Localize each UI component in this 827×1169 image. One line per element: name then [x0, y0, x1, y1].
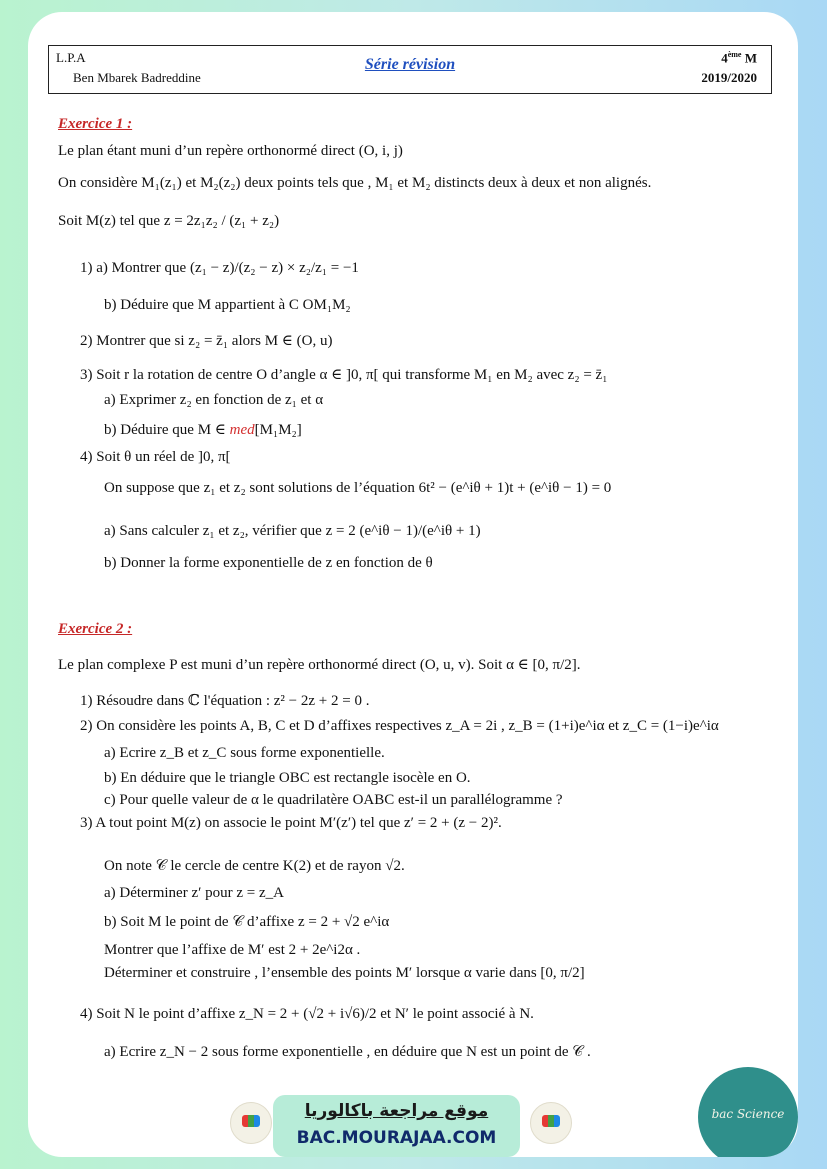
ex1-line: 4) Soit θ un réel de ]0, π[	[80, 449, 231, 465]
ex1-line: On suppose que z₁ et z₂ sont solutions de l’équation 6t² − (e^iθ + 1)t + (e^iθ − 1) = 0	[104, 480, 612, 496]
ex1-line: 3) Soit r la rotation de centre O d’angle α ∈ ]0, π[ qui transforme M₁ en M₂ avec z₂ = z̄₁	[80, 367, 608, 383]
ex1-line: 1) a) Montrer que (z₁ − z)/(z₂ − z) × z₂/z₁ = −1	[80, 260, 359, 276]
level: 4ème M	[721, 50, 757, 66]
school-name: L.P.A	[56, 50, 86, 65]
page-sheet	[28, 12, 798, 1157]
exercise-1-title: Exercice 1 :	[58, 116, 133, 132]
footer-banner[interactable]	[273, 1095, 520, 1157]
school-year: 2019/2020	[701, 70, 757, 85]
ex2-line: b) En déduire que le triangle OBC est rectangle isocèle en O.	[104, 770, 471, 786]
ex2-line: 3) A tout point M(z) on associe le point M′(z′) tel que z′ = 2 + (z − 2)².	[80, 815, 502, 831]
ex1-line: b) Déduire que M appartient à C OM₁M₂	[104, 297, 351, 313]
page-title: Série révision	[364, 56, 456, 73]
ex2-line: a) Ecrire z_B et z_C sous forme exponentielle.	[104, 745, 385, 761]
ex1-line: Soit M(z) tel que z = 2z₁z₂ / (z₁ + z₂)	[58, 213, 280, 229]
ex2-line: 4) Soit N le point d’affixe z_N = 2 + (√2 + i√6)/2 et N′ le point associé à N.	[80, 1006, 534, 1022]
ex2-line: c) Pour quelle valeur de α le quadrilatère OABC est-il un parallélogramme ?	[104, 792, 563, 808]
ex2-line: 1) Résoudre dans ℂ l'équation : z² − 2z + 2 = 0 .	[80, 693, 370, 709]
ex2-line: Montrer que l’affixe de M′ est 2 + 2e^i2α .	[104, 942, 361, 958]
ex1-line: a) Sans calculer z₁ et z₂, vérifier que z = 2 (e^iθ − 1)/(e^iθ + 1)	[104, 523, 481, 539]
ex2-line: Le plan complexe P est muni d’un repère orthonormé direct (O, u, v). Soit α ∈ [0, π/2].	[58, 657, 581, 673]
ex1-line-b3: b) Déduire que M ∈ med[M₁M₂]	[104, 422, 302, 438]
ex1-line: On considère M₁(z₁) et M₂(z₂) deux points tels que , M₁ et M₂ distincts deux à deux et non alignés.	[58, 175, 652, 191]
right-logo-icon	[530, 1102, 572, 1144]
ex2-line: On note 𝒞 le cercle de centre K(2) et de rayon √2.	[104, 858, 405, 874]
header-box	[48, 45, 772, 94]
ex1-line: b) Donner la forme exponentielle de z en fonction de θ	[104, 555, 433, 571]
ex2-line: a) Ecrire z_N − 2 sous forme exponentielle , en déduire que N est un point de 𝒞 .	[104, 1044, 591, 1060]
ex1-line: Le plan étant muni d’un repère orthonormé direct (O, i, j)	[58, 143, 403, 159]
ex1-line: 2) Montrer que si z₂ = z̄₁ alors M ∈ (O, u)	[80, 333, 333, 349]
teacher-name: Ben Mbarek Badreddine	[73, 70, 201, 85]
ex2-line: a) Déterminer z′ pour z = z_A	[104, 885, 284, 901]
ex2-line: 2) On considère les points A, B, C et D d’affixes respectives z_A = 2i , z_B = (1+i)e^iα et z_C = (1−i)e^iα	[80, 718, 719, 734]
ex1-line: a) Exprimer z₂ en fonction de z₁ et α	[104, 392, 324, 408]
ex2-line: b) Soit M le point de 𝒞 d’affixe z = 2 + √2 e^iα	[104, 914, 390, 930]
left-logo-icon	[230, 1102, 272, 1144]
footer-site-link[interactable]: BAC.MOURAJAA.COM	[296, 1128, 497, 1148]
exercise-2-title: Exercice 2 :	[58, 621, 133, 637]
ex2-line: Déterminer et construire , l’ensemble des points M′ lorsque α varie dans [0, π/2]	[104, 965, 585, 981]
bac-science-badge: bac Science	[698, 1067, 798, 1157]
footer-arabic: موقع مراجعة باكالوريا	[304, 1101, 489, 1121]
